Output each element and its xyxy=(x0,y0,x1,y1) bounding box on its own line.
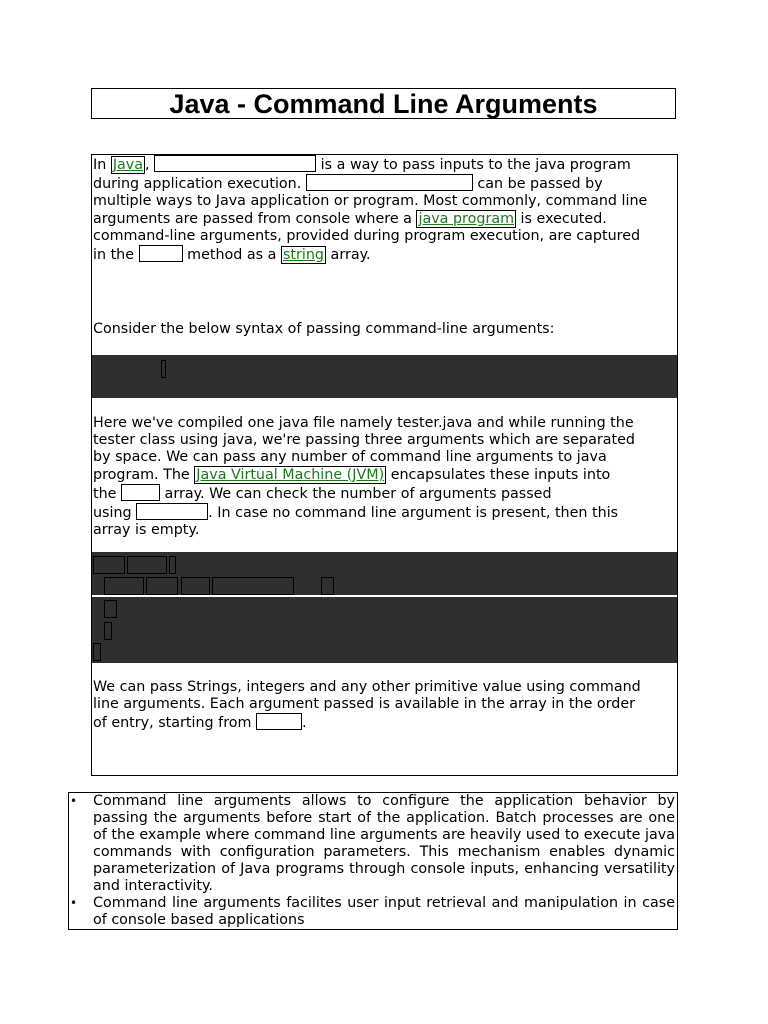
intro-paragraph: In Java , is a way to pass inputs to the java program during application execution. can be passed by multiple ways to Java application or program. Most commonly, command line arguments are passed from console where a java program is executed. command-line arguments, provided during program execution, are captured in the method as a string array. xyxy=(93,157,648,264)
code-token xyxy=(161,360,166,378)
code-token xyxy=(127,556,167,574)
blank-term xyxy=(306,174,473,191)
blank-term xyxy=(139,245,183,262)
code-block-output xyxy=(92,597,677,663)
code-token xyxy=(212,577,294,595)
code-block-syntax xyxy=(92,355,677,398)
title-box xyxy=(91,88,676,119)
blank-term xyxy=(136,503,208,520)
blank-term xyxy=(154,155,316,172)
code-token xyxy=(104,577,144,595)
code-token xyxy=(93,556,125,574)
explanation-paragraph: Here we've compiled one java file namely tester.java and while running the tester class using java, we're passing three arguments which are separated by space. We can pass any number of command line arguments to java program. The Java Virtual Machine (JVM) encapsulates these inputs into the array. We can check the number of arguments passed using . In case no command line argument is present, then this array is empty. xyxy=(93,415,635,539)
output-token xyxy=(104,600,117,618)
syntax-intro: Consider the below syntax of passing command-line arguments: xyxy=(93,321,555,337)
string-link[interactable]: string xyxy=(282,247,325,264)
code-token xyxy=(169,556,176,574)
blank-term xyxy=(121,484,160,501)
summary-box xyxy=(68,792,678,930)
output-token xyxy=(104,622,112,640)
code-token xyxy=(146,577,178,595)
blank-term xyxy=(256,713,302,730)
output-token xyxy=(93,643,101,661)
code-token xyxy=(321,577,334,595)
page-title: Java - Command Line Arguments xyxy=(169,89,598,119)
content-box xyxy=(91,154,678,776)
primitive-paragraph: We can pass Strings, integers and any other primitive value using command line arguments. Each argument passed is available in the array in the order of entry, starting from . xyxy=(93,679,641,732)
jvm-link[interactable]: Java Virtual Machine (JVM) xyxy=(196,466,385,483)
java-link[interactable]: Java xyxy=(112,157,144,173)
list-item: • Command line arguments facilites user input retrieval and manipulation in case of console based applications xyxy=(69,895,677,929)
code-token xyxy=(181,577,210,595)
list-item: • Command line arguments allows to configure the application behavior by passing the arguments before start of the application. Batch processes are one of the example where command line arguments are heavily used to execute java commands with configuration parameters. This mechanism enables dynamic parameterization of Java programs through console inputs, enhancing versatility and interactivity. xyxy=(69,793,677,895)
summary-list xyxy=(69,793,677,929)
code-block-example xyxy=(92,552,677,595)
java-program-link[interactable]: java program xyxy=(418,210,515,227)
